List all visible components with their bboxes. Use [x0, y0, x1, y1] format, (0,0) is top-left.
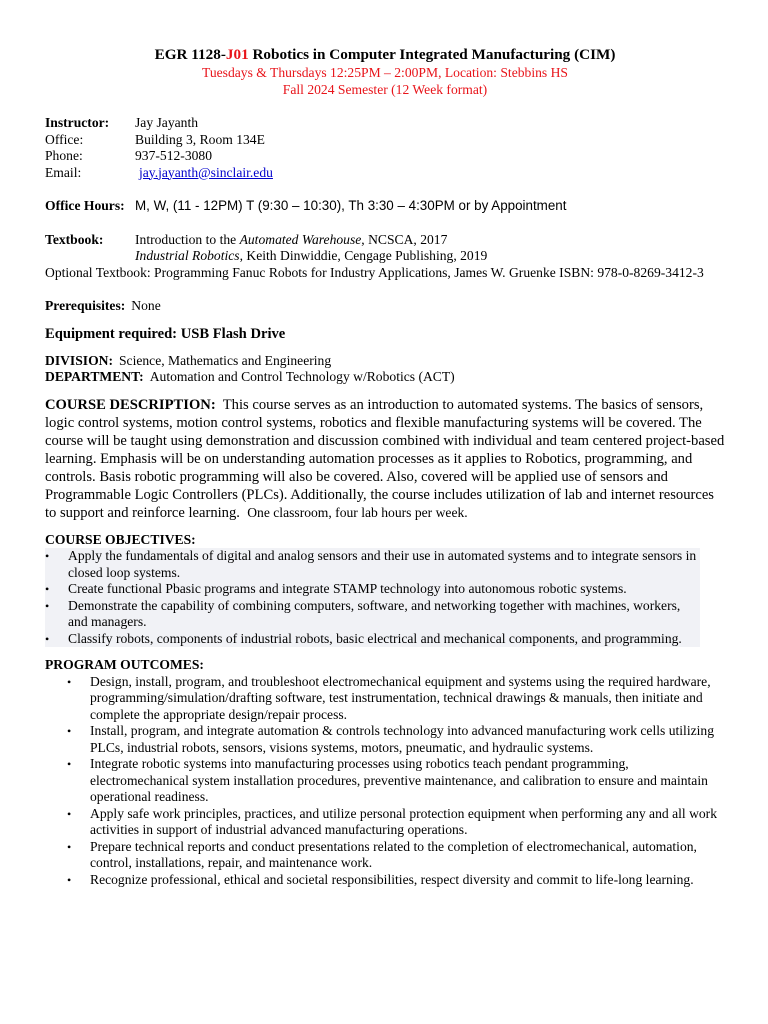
textbook-label: Textbook: — [45, 231, 104, 247]
prerequisites — [45, 298, 725, 315]
course-description-tail: One classroom, four lab hours per week. — [247, 504, 468, 520]
list-item: • Design, install, program, and troubleshoot electromechanical equipment and systems using the required hardware, programming/simulation/drafting software, test instrumentation, technical drawings & manuals, then initiate and complete the appropriate design/repair process. — [67, 673, 711, 722]
course-schedule: Tuesdays & Thursdays 12:25PM – 2:00PM, Location: Stebbins HS — [202, 65, 568, 80]
phone-value: 937-512-3080 — [135, 148, 213, 163]
list-item: • Apply safe work principles, practices, and utilize personal protection equipment when performing any and all work activities in support of industrial advanced manufacturing operations. — [67, 805, 718, 837]
list-item: • Apply the fundamentals of digital and analog sensors and their use in automated systems and to integrate sensors in closed loop systems. — [45, 548, 697, 580]
prerequisites-value: None — [131, 298, 161, 313]
list-item: • Integrate robotic systems into manufacturing processes using robotics teach pendant programming, electromechanical system installation procedures, preventive maintenance, and calibration to ensure and maintain operational readiness. — [67, 756, 708, 804]
course-description-label: COURSE DESCRIPTION: — [45, 396, 216, 413]
instructor-block — [45, 115, 725, 181]
program-outcomes-heading: PROGRAM OUTCOMES: — [45, 657, 204, 672]
course-code: EGR 1128- — [154, 46, 226, 63]
email-label: Email: — [45, 164, 82, 180]
list-item: • Demonstrate the capability of combining computers, software, and networking together with machines, workers, and managers. — [45, 597, 681, 629]
course-objectives-list — [45, 548, 700, 647]
division — [45, 353, 725, 370]
list-item: • Create functional Pbasic programs and integrate STAMP technology into autonomous robotic systems. — [45, 581, 627, 596]
instructor-label: Instructor: — [45, 115, 110, 130]
instructor-name: Jay Jayanth — [135, 115, 199, 130]
course-description — [45, 396, 725, 522]
department — [45, 369, 725, 386]
email-link[interactable]: jay.jayanth@sinclair.edu — [139, 164, 273, 180]
textbook-block — [45, 232, 725, 282]
course-section: J01 — [225, 46, 249, 63]
course-name: Robotics in Computer Integrated Manufacturing (CIM) — [248, 46, 616, 63]
office-hours-value: M, W, (11 - 12PM) T (9:30 – 10:30), Th 3:30 – 4:30PM or by Appointment — [135, 198, 567, 213]
division-label: DIVISION: — [45, 352, 113, 368]
list-item: • Prepare technical reports and conduct presentations related to the completion of electromechanical, automation, control, installations, repair, and maintenance work. — [67, 838, 697, 870]
equipment-required: Equipment required: USB Flash Drive — [45, 325, 286, 342]
syllabus-page — [45, 46, 725, 888]
list-item: • Recognize professional, ethical and societal responsibilities, respect diversity and commit to life-long learning. — [67, 871, 694, 887]
textbook-line-2: Industrial Robotics, Keith Dinwiddie, Cengage Publishing, 2019 — [135, 248, 488, 263]
office-value: Building 3, Room 134E — [135, 131, 265, 147]
phone-label: Phone: — [45, 148, 83, 163]
course-semester: Fall 2024 Semester (12 Week format) — [282, 82, 488, 97]
department-label: DEPARTMENT: — [45, 369, 144, 384]
office-hours-label: Office Hours: — [45, 198, 125, 213]
course-title — [45, 46, 725, 64]
list-item: • Classify robots, components of industrial robots, basic electrical and mechanical components, and programming. — [45, 630, 682, 646]
textbook-line-1: Introduction to the Automated Warehouse, NCSCA, 2017 — [135, 231, 448, 247]
prerequisites-label: Prerequisites: — [45, 298, 126, 313]
division-value: Science, Mathematics and Engineering — [118, 352, 332, 368]
optional-textbook: Optional Textbook: Programming Fanuc Robots for Industry Applications, James W. Gruenke ISBN: 978-0-8269-3412-3 — [45, 264, 704, 280]
course-objectives-heading: COURSE OBJECTIVES: — [45, 531, 196, 547]
office-label: Office: — [45, 131, 84, 147]
program-outcomes-list — [45, 674, 725, 889]
list-item: • Install, program, and integrate automation & controls technology into advanced manufacturing work cells utilizing PLCs, industrial robots, sensors, visions systems, motors, pneumatic, and hydraulic systems. — [67, 723, 715, 755]
office-hours — [45, 198, 725, 215]
department-value: Automation and Control Technology w/Robotics (ACT) — [149, 369, 455, 384]
course-description-body: This course serves as an introduction to automated systems. The basics of sensors, logic control systems, motion control systems, robotics and flexible manufacturing systems will be covered. The course will be taught using demonstration and discussion combined with individual and team centered project-based learning. Emphasis will be on understanding automation processes as it applies to Robotics, programming, and controls. Basis robotic programming will also be covered. Also, covered will be applied use of sensors and Programmable Logic Controllers (PLCs). Additionally, the course includes utilization of lab and internet resources to support and reinforce learning. — [45, 396, 725, 521]
